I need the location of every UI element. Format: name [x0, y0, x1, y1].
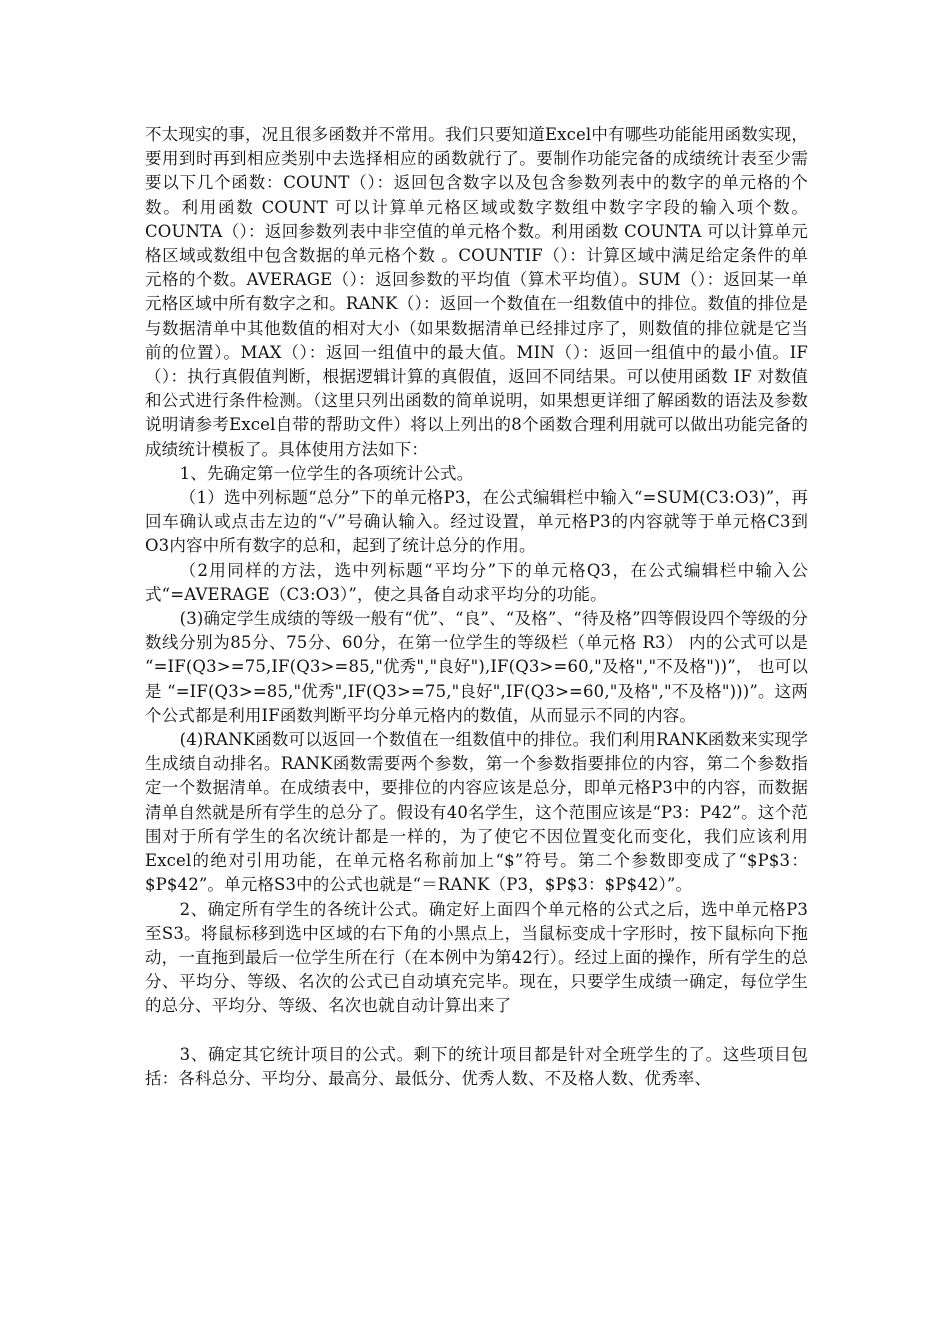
paragraph-function-overview: 不太现实的事，况且很多函数并不常用。我们只要知道Excel中有哪些功能能用函数实现，要用到时再到相应类别中去选择相应的函数就行了。要制作功能完备的成绩统计表至少需要以下几个函数：COUNT（）：返回包含数字以及包含参数列表中的数字的单元格的个数。利用函数 COUNT 可以计算单元格区域或数字数组中数字字段的输入项个数。COUNTA（）：返回参数列表中非空值的单元格个数。利用函数 COUNTA 可以计算单元格区域或数组中包含数据的单元格个数 。COUNTIF（）：计算区域中满足给定条件的单元格的个数。AVERAGE（）：返回参数的平均值（算术平均值）。SUM（）：返回某一单元格区域中所有数字之和。RANK（）：返回一个数值在一组数值中的排位。数值的排位是与数据清单中其他数值的相对大小（如果数据清单已经排过序了，则数值的排位就是它当前的位置）。MAX（）：返回一组值中的最大值。MIN（）：返回一组值中的最小值。IF（）：执行真假值判断，根据逻辑计算的真假值，返回不同结果。可以使用函数 IF 对数值和公式进行条件检测。（这里只列出函数的简单说明，如果想更详细了解函数的语法及参数说明请参考Excel自带的帮助文件）将以上列出的8个函数合理利用就可以做出功能完备的成绩统计模板了。具体使用方法如下：: [145, 125, 808, 459]
paragraph-step-1-heading: 1、先确定第一位学生的各项统计公式。: [179, 463, 474, 483]
paragraph-step-3: 3、确定其它统计项目的公式。剩下的统计项目都是针对全班学生的了。这些项目包括：各科总分、平均分、最高分、最低分、优秀人数、不及格人数、优秀率、: [145, 1044, 808, 1088]
paragraph-step-1-sum: （1）选中列标题“总分”下的单元格P3，在公式编辑栏中输入“=SUM(C3:O3)”，再回车确认或点击左边的“√”号确认输入。经过设置，单元格P3的内容就等于单元格C3到O3内容中所有数字的总和，起到了统计总分的作用。: [145, 488, 808, 556]
paragraph-step-1-rank: (4)RANK函数可以返回一个数值在一组数值中的排位。我们利用RANK函数来实现学生成绩自动排名。RANK函数需要两个参数，第一个参数指要排位的内容，第二个参数指定一个数据清单。在成绩表中，要排位的内容应该是总分，即单元格P3中的内容，而数据清单自然就是所有学生的总分了。假设有40名学生，这个范围应该是“P3：P42”。这个范围对于所有学生的名次统计都是一样的，为了使它不因位置变化而变化，我们应该利用Excel的绝对引用功能，在单元格名称前加上“$”符号。第二个参数即变成了“$P$3：$P$42”。单元格S3中的公式也就是“＝RANK（P3，$P$3：$P$42）”。: [145, 730, 808, 895]
paragraph-step-1-average: （2用同样的方法，选中列标题“平均分”下的单元格Q3，在公式编辑栏中输入公式“=AVERAGE（C3:O3）”，使之具备自动求平均分的功能。: [145, 560, 808, 604]
document-body: [145, 123, 808, 1091]
paragraph-step-1-grade: (3)确定学生成绩的等级一般有“优”、“良”、“及格”、“待及格”四等假设四个等级的分数线分别为85分、75分、60分，在第一位学生的等级栏（单元格 R3） 内的公式可以是 “=IF(Q3>=75,IF(Q3>=85,"优秀","良好"),IF(Q3>=60,"及格","不及格"))”， 也可以是 “=IF(Q3>=85,"优秀",IF(Q3>=75,"良好",IF(Q3>=60,"及格","不及格")))”。这两个公式都是利用IF函数判断平均分单元格内的数值，从而显示不同的内容。: [145, 609, 808, 725]
paragraph-step-2: 2、确定所有学生的各统计公式。确定好上面四个单元格的公式之后，选中单元格P3至S3。将鼠标移到选中区域的右下角的小黑点上，当鼠标变成十字形时，按下鼠标向下拖动，一直拖到最后一位学生所在行（在本例中为第42行）。经过上面的操作，所有学生的总分、平均分、等级、名次的公式已自动填充完毕。现在，只要学生成绩一确定，每位学生的总分、平均分、等级、名次也就自动计算出来了: [145, 899, 808, 1016]
